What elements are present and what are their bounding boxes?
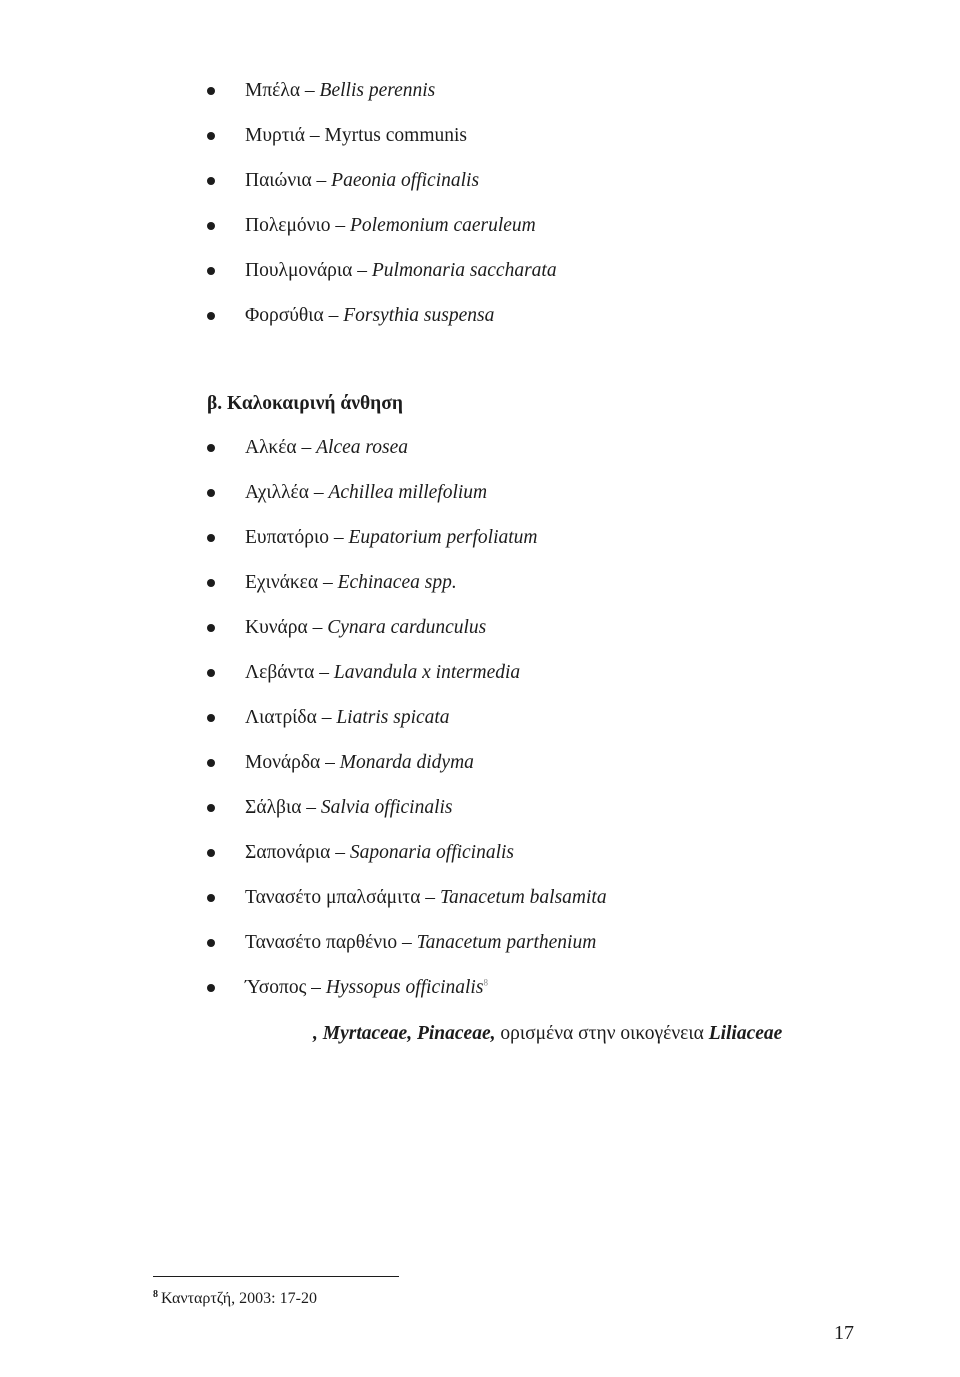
common-name: Αχιλλέα – [245,482,329,503]
common-name: Λιατρίδα – [245,707,337,728]
plant-entry-text [245,119,467,153]
scientific-name: Tanacetum parthenium [416,932,597,953]
scientific-name: Achillea millefolium [328,482,488,503]
common-name: Πουλμονάρια – [245,260,372,281]
common-name: Λεβάντα – [245,662,334,683]
scientific-name: Eupatorium perfoliatum [348,527,538,548]
scientific-name: Tanacetum balsamita [439,887,607,908]
common-name: Φορσύθια – [245,305,344,326]
common-name: Εχινάκεα – [245,572,338,593]
footnote-number: 8 [153,1288,158,1300]
plant-families-line [313,1017,782,1051]
plant-entry-text [245,209,536,243]
common-name: Ύσοπος – [245,977,326,998]
footnote [153,1287,317,1311]
bullet-icon [207,669,215,677]
plant-entry-text [245,611,486,645]
plant-entry-text [245,971,488,1005]
bullet-icon [207,894,215,902]
common-name: Πολεμόνιο – [245,215,350,236]
scientific-name: Alcea rosea [316,437,408,458]
common-name: Σάλβια – [245,797,321,818]
common-name: Σαπονάρια – [245,842,350,863]
scientific-name: Hyssopus officinalis [325,977,484,998]
plant-entry-text [245,521,538,555]
page-number: 17 [834,1322,854,1344]
plant-entry-text [245,836,514,870]
bullet-icon [207,267,215,275]
families-text: , Myrtaceae, Pinaceae, [313,1023,496,1044]
bullet-icon [207,177,215,185]
summer-flowering-heading: β. Καλοκαιρινή άνθηση [207,393,403,414]
plant-entry-text [245,74,435,108]
plant-entry-text [245,566,457,600]
bullet-icon [207,849,215,857]
scientific-name: Pulmonaria saccharata [371,260,557,281]
plant-entry-text [245,926,596,960]
footnote-text: Κανταρτζή, 2003: 17-20 [161,1290,317,1307]
bullet-icon [207,222,215,230]
common-name: Μυρτιά – [245,125,325,146]
scientific-name: Salvia officinalis [320,797,453,818]
scientific-name: Saponaria officinalis [349,842,515,863]
plant-entry-text [245,791,453,825]
bullet-icon [207,489,215,497]
scientific-name: Bellis perennis [319,80,436,101]
bullet-icon [207,984,215,992]
scientific-name: Myrtus communis [324,125,467,146]
bullet-icon [207,444,215,452]
bullet-icon [207,534,215,542]
liliaceae-text: Liliaceae [708,1023,783,1044]
common-name: Κυνάρα – [245,617,328,638]
bullet-icon [207,804,215,812]
scientific-name: Forsythia suspensa [343,305,495,326]
bullet-icon [207,714,215,722]
families-connector-text: ορισμένα στην οικογένεια [495,1023,709,1044]
bullet-icon [207,312,215,320]
common-name: Ευπατόριο – [245,527,349,548]
common-name: Μπέλα – [245,80,320,101]
common-name: Παιώνια – [245,170,332,191]
footnote-separator [153,1276,399,1277]
scientific-name: Lavandula x intermedia [333,662,521,683]
common-name: Τανασέτο μπαλσάμιτα – [245,887,440,908]
plant-entry-text [245,656,520,690]
scientific-name: Polemonium caeruleum [350,215,536,236]
plant-entry-text [245,881,607,915]
bullet-icon [207,624,215,632]
footnote-reference[interactable]: 8 [483,977,488,988]
bullet-icon [207,579,215,587]
scientific-name: Echinacea spp. [337,572,457,593]
scientific-name: Monarda didyma [339,752,474,773]
bullet-icon [207,939,215,947]
scientific-name: Liatris spicata [336,707,450,728]
scientific-name: Paeonia officinalis [331,170,480,191]
common-name: Μονάρδα – [245,752,340,773]
common-name: Τανασέτο παρθένιο – [245,932,417,953]
plant-entry-text [245,476,487,510]
scientific-name: Cynara cardunculus [327,617,487,638]
plant-entry-text [245,164,479,198]
bullet-icon [207,759,215,767]
plant-entry-text [245,299,494,333]
bullet-icon [207,87,215,95]
bullet-icon [207,132,215,140]
common-name: Αλκέα – [245,437,317,458]
plant-entry-text [245,701,450,735]
plant-entry-text [245,431,408,465]
plant-entry-text [245,746,474,780]
plant-entry-text [245,254,557,288]
